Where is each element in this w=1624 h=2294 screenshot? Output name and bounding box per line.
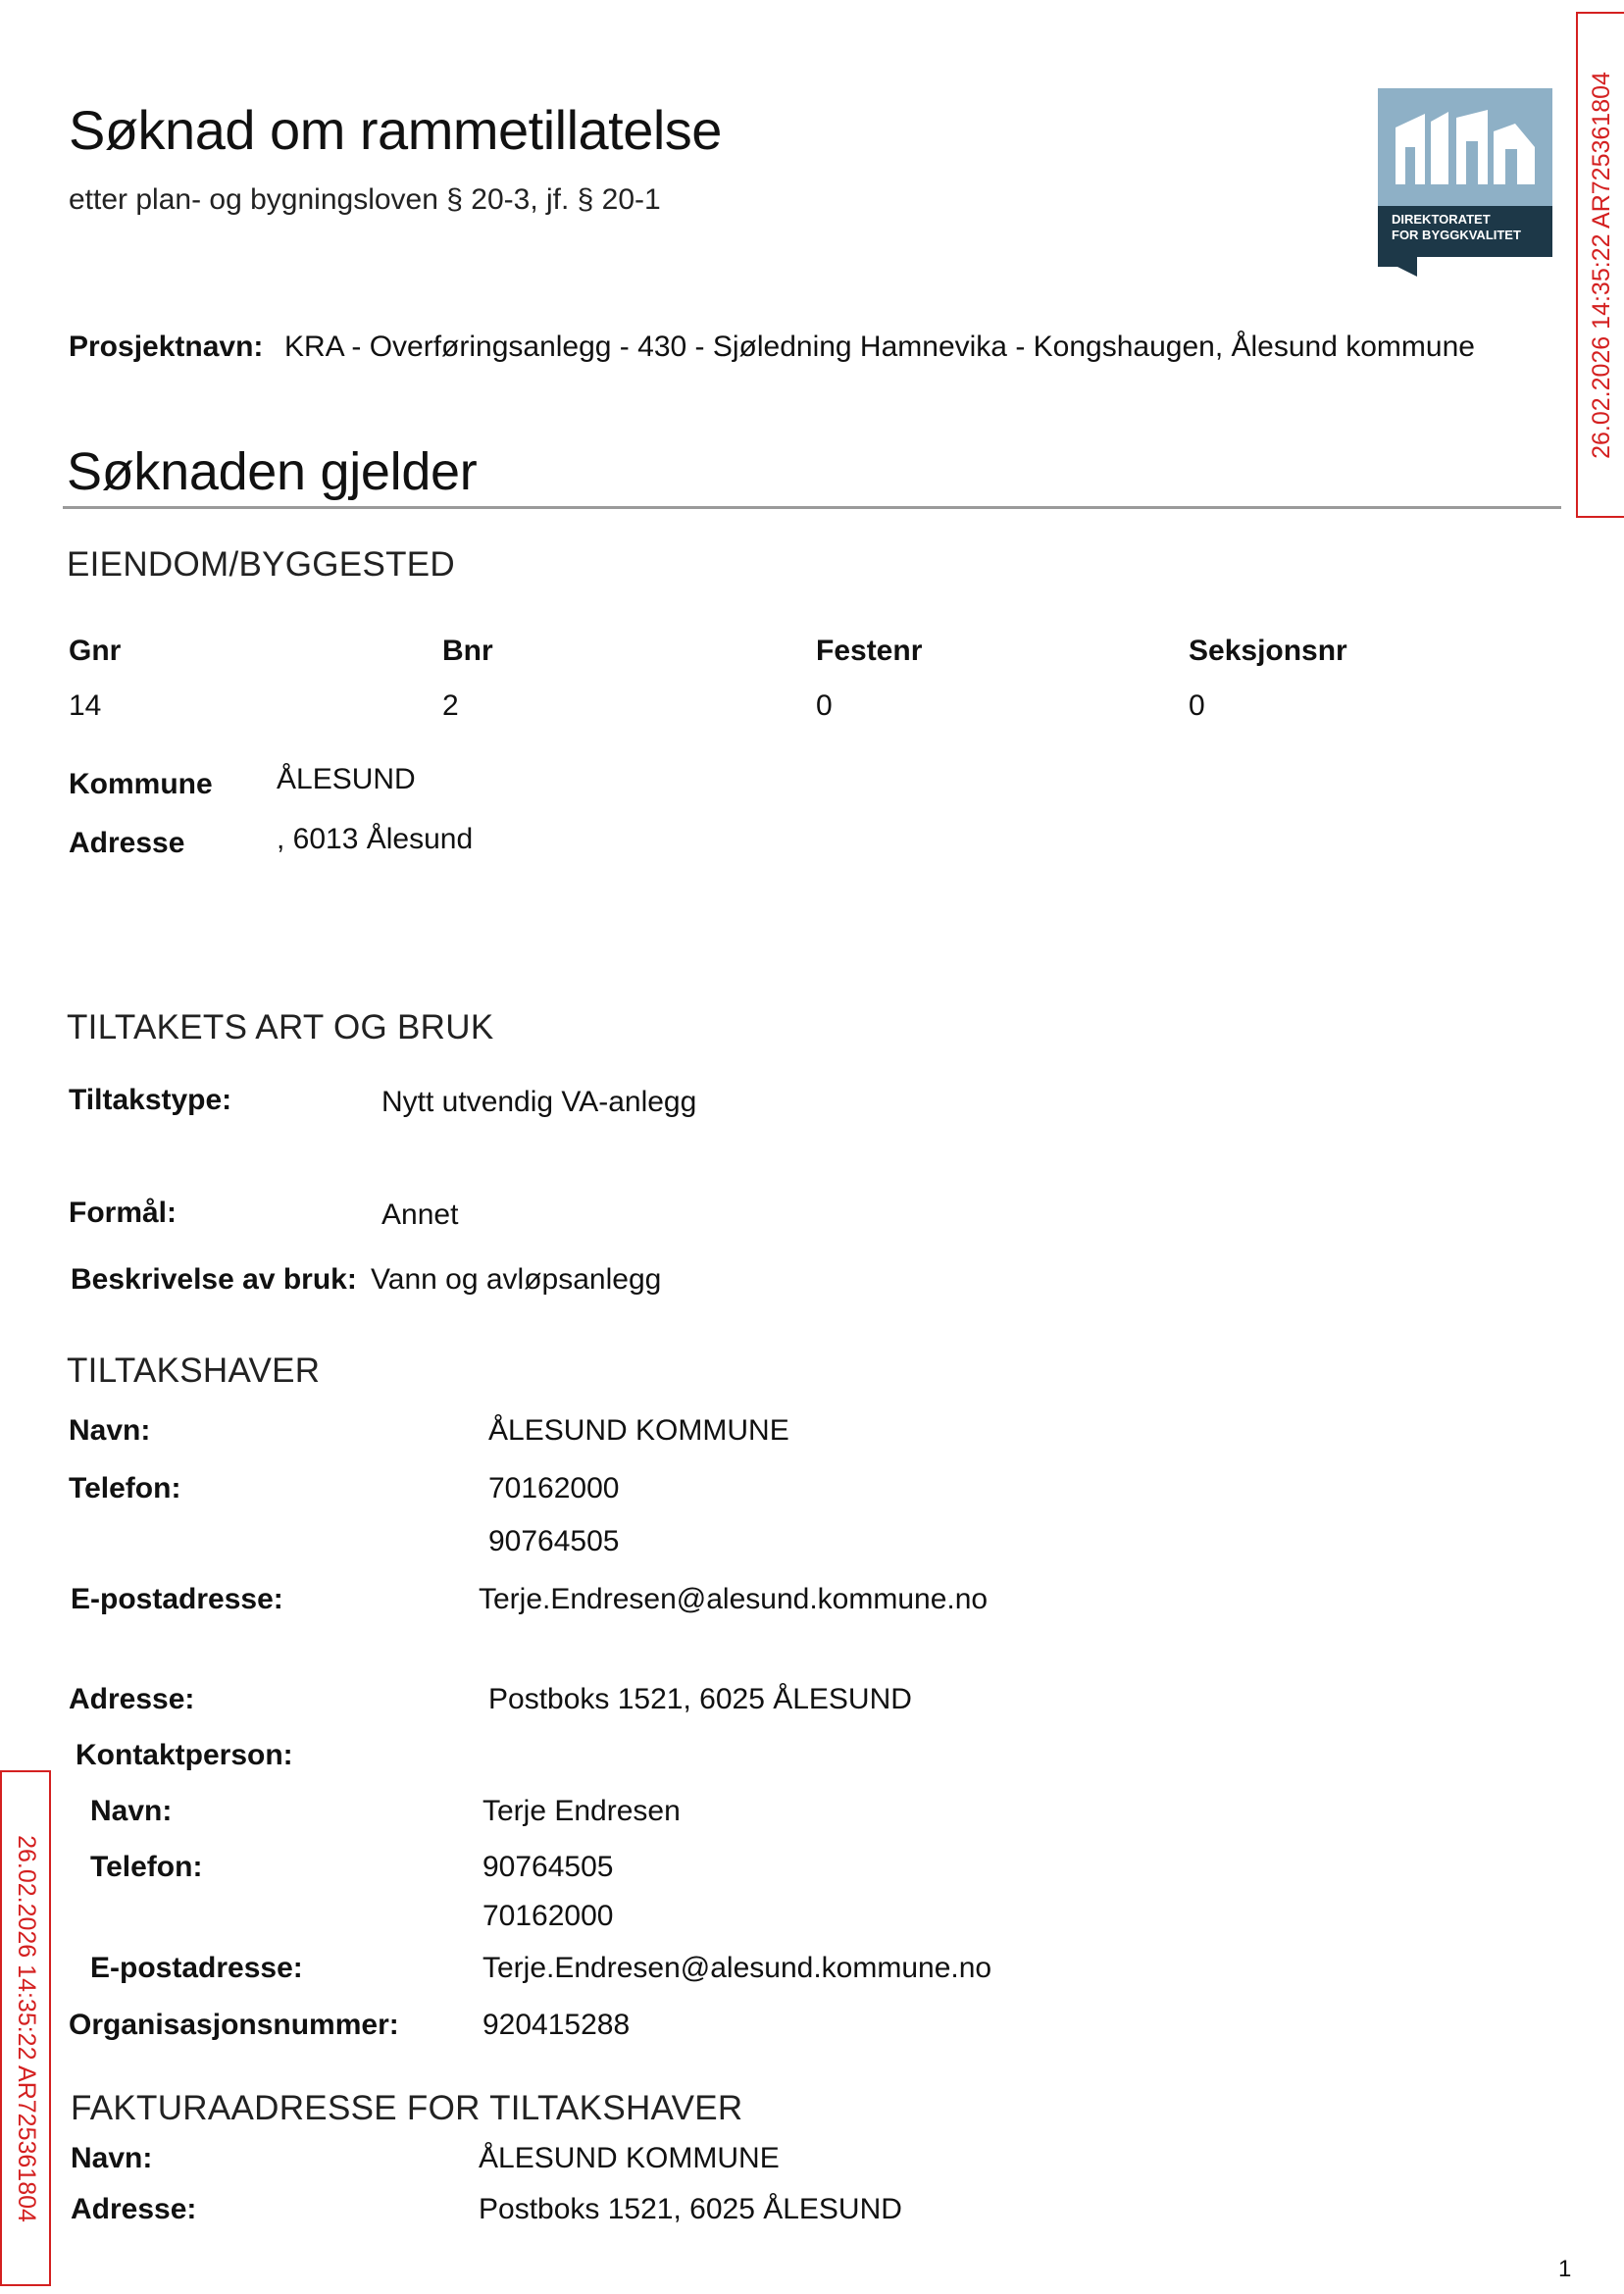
timestamp-stamp-right-text: 26.02.2026 14:35:22 AR725361804 (1587, 71, 1615, 459)
tiltakshaver-navn-value: ÅLESUND KOMMUNE (488, 1414, 789, 1447)
dibk-logo (1378, 88, 1552, 277)
faktura-navn-label: Navn: (71, 2142, 153, 2174)
tiltakshaver-telefon-label: Telefon: (69, 1472, 181, 1504)
tiltakshaver-telefon-value-1: 70162000 (488, 1472, 620, 1504)
section-title: Søknaden gjelder (67, 442, 478, 501)
formal-label: Formål: (69, 1197, 178, 1229)
tiltak-heading: TILTAKETS ART OG BRUK (67, 1008, 494, 1046)
logo-text-line1: DIREKTORATET (1392, 212, 1491, 227)
tiltakstype-label: Tiltakstype: (69, 1084, 232, 1116)
logo-text-line2: FOR BYGGKVALITET (1392, 228, 1521, 242)
section-divider (63, 506, 1561, 509)
tiltakstype-value: Nytt utvendig VA-anlegg (381, 1086, 697, 1118)
document-subtitle: etter plan- og bygningsloven § 20-3, jf. § 20-1 (69, 183, 661, 216)
kontakt-telefon-label: Telefon: (90, 1851, 203, 1883)
orgnr-value: 920415288 (482, 2009, 631, 2041)
tiltakshaver-adresse-value: Postboks 1521, 6025 ÅLESUND (488, 1683, 912, 1715)
tiltakshaver-telefon-value-2: 90764505 (488, 1525, 620, 1557)
timestamp-stamp-left (0, 1770, 51, 2286)
seksjonsnr-value: 0 (1189, 689, 1205, 722)
faktura-heading: FAKTURAADRESSE FOR TILTAKSHAVER (71, 2089, 743, 2127)
formal-value: Annet (381, 1198, 459, 1231)
tiltakshaver-epost-value: Terje.Endresen@alesund.kommune.no (479, 1583, 989, 1615)
tiltakshaver-epost-label: E-postadresse: (71, 1583, 283, 1615)
property-heading: EIENDOM/BYGGESTED (67, 545, 455, 584)
tiltakshaver-navn-label: Navn: (69, 1414, 151, 1447)
kontakt-epost-value: Terje.Endresen@alesund.kommune.no (482, 1952, 992, 1984)
kontakt-telefon-value-2: 70162000 (482, 1900, 614, 1932)
kontakt-epost-label: E-postadresse: (90, 1952, 303, 1984)
orgnr-label: Organisasjonsnummer: (69, 2009, 399, 2041)
festenr-label: Festenr (816, 635, 923, 667)
tiltakshaver-adresse-label: Adresse: (69, 1683, 195, 1715)
project-name-label: Prosjektnavn: (69, 331, 264, 363)
kontakt-telefon-value-1: 90764505 (482, 1851, 614, 1883)
adresse-label: Adresse (69, 827, 185, 859)
kommune-label: Kommune (69, 768, 213, 800)
kontakt-navn-value: Terje Endresen (482, 1795, 681, 1827)
kommune-value: ÅLESUND (277, 763, 416, 795)
timestamp-stamp-right (1576, 12, 1624, 518)
gnr-value: 14 (69, 689, 102, 722)
kontaktperson-label: Kontaktperson: (76, 1739, 293, 1771)
timestamp-stamp-left-text: 26.02.2026 14:35:22 AR725361804 (12, 1834, 40, 2222)
faktura-adresse-value: Postboks 1521, 6025 ÅLESUND (479, 2193, 902, 2225)
page-number: 1 (1558, 2256, 1572, 2282)
bnr-label: Bnr (442, 635, 493, 667)
adresse-value: , 6013 Ålesund (277, 823, 474, 855)
faktura-adresse-label: Adresse: (71, 2193, 197, 2225)
tiltakshaver-heading: TILTAKSHAVER (67, 1351, 321, 1390)
faktura-navn-value: ÅLESUND KOMMUNE (479, 2142, 780, 2174)
seksjonsnr-label: Seksjonsnr (1189, 635, 1347, 667)
gnr-label: Gnr (69, 635, 122, 667)
bruk-value: Vann og avløpsanlegg (371, 1263, 662, 1296)
bnr-value: 2 (442, 689, 459, 722)
bruk-label: Beskrivelse av bruk: (71, 1263, 357, 1296)
project-name-value: KRA - Overføringsanlegg - 430 - Sjøledning Hamnevika - Kongshaugen, Ålesund kommune (284, 331, 1475, 363)
festenr-value: 0 (816, 689, 833, 722)
kontakt-navn-label: Navn: (90, 1795, 173, 1827)
document-title: Søknad om rammetillatelse (69, 99, 722, 161)
